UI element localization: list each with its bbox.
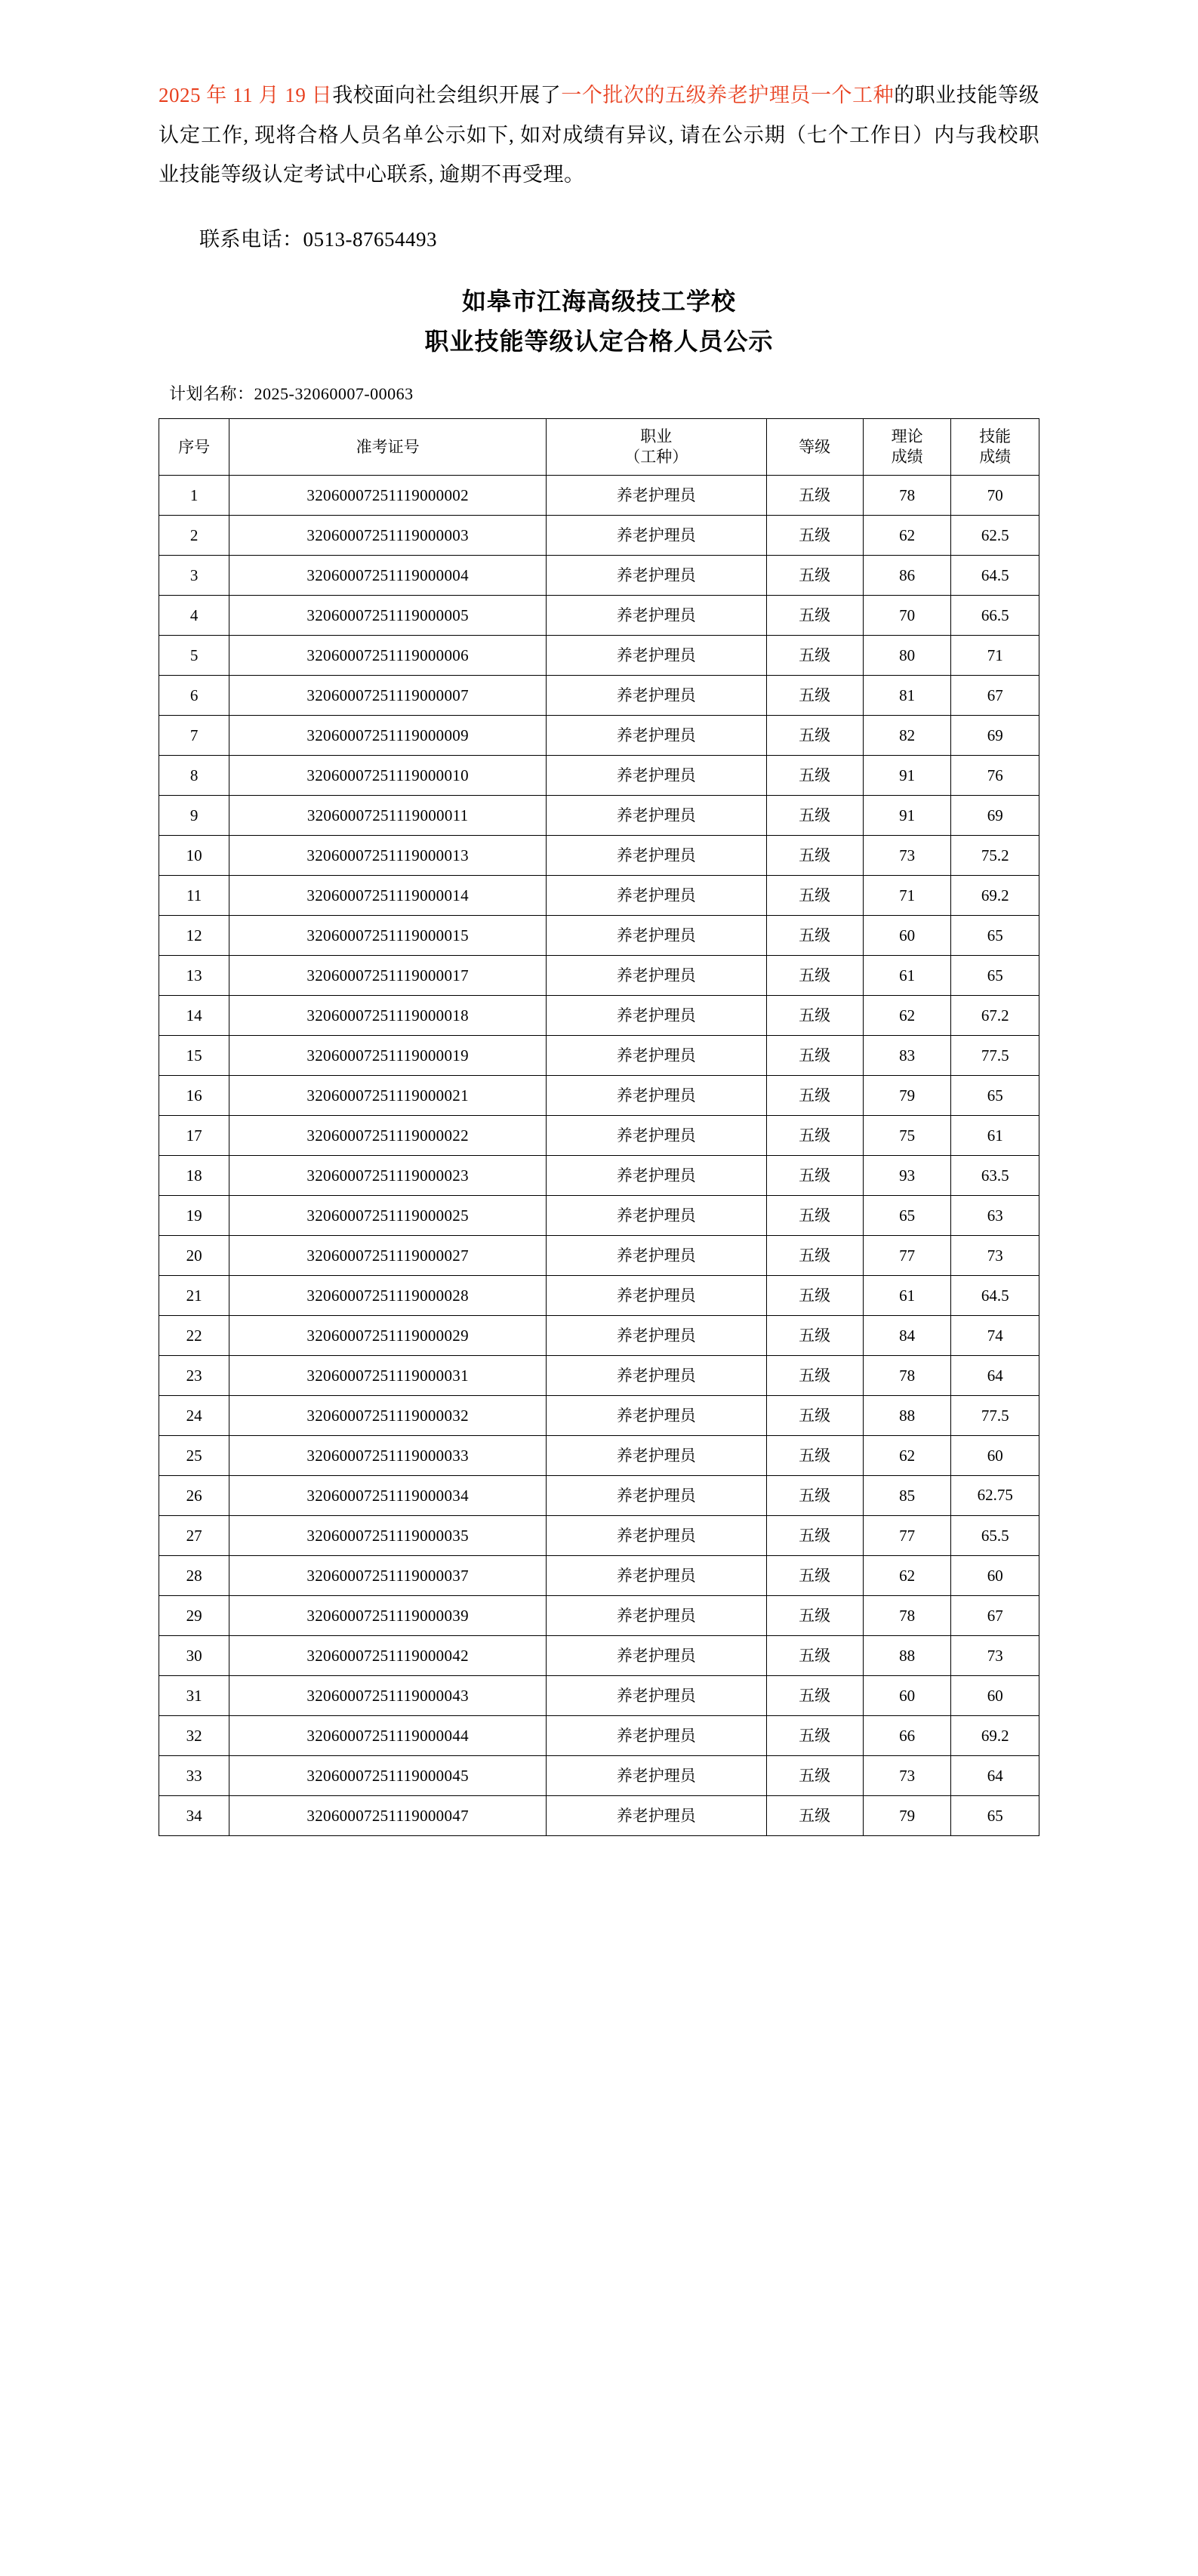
cell-skill: 77.5 — [951, 1035, 1039, 1075]
cell-occupation: 养老护理员 — [547, 635, 767, 675]
cell-theory: 78 — [863, 1595, 951, 1635]
cell-card: 32060007251119000037 — [229, 1555, 547, 1595]
table-row — [159, 1195, 1039, 1235]
cell-occupation: 养老护理员 — [547, 1195, 767, 1235]
cell-occupation: 养老护理员 — [547, 795, 767, 835]
cell-no: 14 — [159, 995, 229, 1035]
table-row — [159, 955, 1039, 995]
cell-level: 五级 — [766, 1315, 863, 1355]
cell-theory: 91 — [863, 795, 951, 835]
cell-occupation: 养老护理员 — [547, 1035, 767, 1075]
cell-no: 34 — [159, 1795, 229, 1835]
cell-theory: 73 — [863, 835, 951, 875]
cell-theory: 77 — [863, 1515, 951, 1555]
cell-no: 24 — [159, 1395, 229, 1435]
cell-no: 30 — [159, 1635, 229, 1675]
cell-no: 12 — [159, 915, 229, 955]
header-skill-line2: 成绩 — [979, 447, 1012, 466]
cell-card: 32060007251119000019 — [229, 1035, 547, 1075]
cell-card: 32060007251119000035 — [229, 1515, 547, 1555]
cell-theory: 61 — [863, 1275, 951, 1315]
table-row — [159, 675, 1039, 715]
contact-line: 联系电话：0513-87654493 — [199, 227, 437, 251]
header-level: 等级 — [766, 418, 863, 475]
cell-occupation: 养老护理员 — [547, 955, 767, 995]
cell-card: 32060007251119000006 — [229, 635, 547, 675]
cell-theory: 66 — [863, 1715, 951, 1755]
header-skill-line1: 技能 — [979, 427, 1012, 445]
cell-theory: 78 — [863, 1355, 951, 1395]
cell-card: 32060007251119000042 — [229, 1635, 547, 1675]
title-line-school: 如皋市江海高级技工学校 — [461, 288, 736, 316]
cell-no: 7 — [159, 715, 229, 755]
cell-theory: 79 — [863, 1075, 951, 1115]
cell-level: 五级 — [766, 555, 863, 595]
cell-no: 10 — [159, 835, 229, 875]
cell-skill: 63 — [951, 1195, 1039, 1235]
cell-card: 32060007251119000029 — [229, 1315, 547, 1355]
cell-occupation: 养老护理员 — [547, 1275, 767, 1315]
cell-skill-value: 62.75 — [977, 1486, 1013, 1505]
cell-card: 32060007251119000043 — [229, 1675, 547, 1715]
cell-level: 五级 — [766, 1755, 863, 1795]
cell-skill: 73 — [951, 1235, 1039, 1275]
cell-skill: 65 — [951, 1795, 1039, 1835]
cell-no: 15 — [159, 1035, 229, 1075]
table-row — [159, 1595, 1039, 1635]
cell-occupation: 养老护理员 — [547, 715, 767, 755]
cell-theory: 93 — [863, 1155, 951, 1195]
cell-level: 五级 — [766, 835, 863, 875]
cell-skill: 64.5 — [951, 555, 1039, 595]
table-row — [159, 715, 1039, 755]
cell-level: 五级 — [766, 1675, 863, 1715]
cell-theory: 85 — [863, 1475, 951, 1515]
cell-theory: 75 — [863, 1115, 951, 1155]
cell-card: 32060007251119000014 — [229, 875, 547, 915]
cell-skill: 66.5 — [951, 595, 1039, 635]
table-row — [159, 1035, 1039, 1075]
cell-skill: 64 — [951, 1355, 1039, 1395]
cell-no: 22 — [159, 1315, 229, 1355]
cell-no: 11 — [159, 875, 229, 915]
cell-theory: 88 — [863, 1395, 951, 1435]
cell-card: 32060007251119000009 — [229, 715, 547, 755]
table-row — [159, 515, 1039, 555]
cell-skill: 60 — [951, 1555, 1039, 1595]
cell-occupation: 养老护理员 — [547, 1075, 767, 1115]
cell-card: 32060007251119000028 — [229, 1275, 547, 1315]
cell-no: 19 — [159, 1195, 229, 1235]
cell-skill: 64.5 — [951, 1275, 1039, 1315]
table-row — [159, 875, 1039, 915]
cell-no: 2 — [159, 515, 229, 555]
cell-level: 五级 — [766, 995, 863, 1035]
table-row — [159, 1755, 1039, 1795]
cell-card: 32060007251119000005 — [229, 595, 547, 635]
cell-theory: 70 — [863, 595, 951, 635]
cell-theory: 81 — [863, 675, 951, 715]
cell-occupation: 养老护理员 — [547, 1635, 767, 1675]
cell-level: 五级 — [766, 1515, 863, 1555]
table-row — [159, 1795, 1039, 1835]
table-row — [159, 1355, 1039, 1395]
cell-skill: 60 — [951, 1675, 1039, 1715]
cell-theory: 80 — [863, 635, 951, 675]
cell-occupation: 养老护理员 — [547, 1555, 767, 1595]
cell-no: 13 — [159, 955, 229, 995]
cell-card: 32060007251119000011 — [229, 795, 547, 835]
cell-no: 20 — [159, 1235, 229, 1275]
cell-no: 29 — [159, 1595, 229, 1635]
cell-level: 五级 — [766, 515, 863, 555]
cell-skill: 62.5 — [951, 515, 1039, 555]
cell-skill: 74 — [951, 1315, 1039, 1355]
cell-occupation: 养老护理员 — [547, 1515, 767, 1555]
cell-no: 18 — [159, 1155, 229, 1195]
table-row — [159, 1275, 1039, 1315]
cell-card: 32060007251119000032 — [229, 1395, 547, 1435]
table-row — [159, 555, 1039, 595]
cell-occupation: 养老护理员 — [547, 1155, 767, 1195]
cell-card: 32060007251119000047 — [229, 1795, 547, 1835]
cell-level: 五级 — [766, 1115, 863, 1155]
cell-card: 32060007251119000027 — [229, 1235, 547, 1275]
cell-skill: 73 — [951, 1635, 1039, 1675]
cell-skill: 69 — [951, 795, 1039, 835]
title-line-subject: 职业技能等级认定合格人员公示 — [424, 328, 774, 356]
intro-highlight-0: 2025 年 11 月 19 日 — [159, 84, 333, 106]
cell-level: 五级 — [766, 1355, 863, 1395]
plan-value: 2025-32060007-00063 — [254, 384, 414, 403]
cell-occupation: 养老护理员 — [547, 1755, 767, 1795]
cell-occupation: 养老护理员 — [547, 1475, 767, 1515]
cell-theory: 91 — [863, 755, 951, 795]
cell-card: 32060007251119000013 — [229, 835, 547, 875]
cell-occupation: 养老护理员 — [547, 835, 767, 875]
cell-theory: 60 — [863, 915, 951, 955]
cell-occupation: 养老护理员 — [547, 515, 767, 555]
header-theory-line1: 理论 — [891, 427, 923, 445]
cell-card: 32060007251119000015 — [229, 915, 547, 955]
table-row — [159, 1515, 1039, 1555]
cell-occupation: 养老护理员 — [547, 675, 767, 715]
cell-occupation: 养老护理员 — [547, 1115, 767, 1155]
table-row — [159, 1435, 1039, 1475]
cell-level: 五级 — [766, 1075, 863, 1115]
cell-skill: 69.2 — [951, 1715, 1039, 1755]
cell-no: 28 — [159, 1555, 229, 1595]
cell-occupation: 养老护理员 — [547, 1595, 767, 1635]
cell-card: 32060007251119000022 — [229, 1115, 547, 1155]
cell-skill: 64 — [951, 1755, 1039, 1795]
cell-level: 五级 — [766, 795, 863, 835]
cell-no: 17 — [159, 1115, 229, 1155]
header-no: 序号 — [159, 418, 229, 475]
cell-level: 五级 — [766, 595, 863, 635]
cell-card: 32060007251119000002 — [229, 475, 547, 515]
qualified-personnel-table — [159, 418, 1039, 1836]
cell-skill: 61 — [951, 1115, 1039, 1155]
cell-no: 4 — [159, 595, 229, 635]
cell-theory: 61 — [863, 955, 951, 995]
table-row — [159, 1315, 1039, 1355]
cell-card: 32060007251119000003 — [229, 515, 547, 555]
cell-card: 32060007251119000025 — [229, 1195, 547, 1235]
cell-no: 8 — [159, 755, 229, 795]
header-skill — [951, 418, 1039, 475]
header-occupation-line1: 职业 — [640, 427, 673, 445]
cell-occupation: 养老护理员 — [547, 1355, 767, 1395]
cell-level: 五级 — [766, 1235, 863, 1275]
document-title — [159, 282, 1039, 362]
cell-no: 9 — [159, 795, 229, 835]
cell-level: 五级 — [766, 955, 863, 995]
intro-highlight-2: 一个批次的五级养老护理员一个工种 — [561, 84, 895, 106]
cell-card: 32060007251119000021 — [229, 1075, 547, 1115]
cell-skill — [951, 1475, 1039, 1515]
cell-theory: 71 — [863, 875, 951, 915]
cell-level: 五级 — [766, 1195, 863, 1235]
cell-theory: 88 — [863, 1635, 951, 1675]
table-row — [159, 1115, 1039, 1155]
cell-no: 26 — [159, 1475, 229, 1515]
cell-occupation: 养老护理员 — [547, 595, 767, 635]
cell-level: 五级 — [766, 1635, 863, 1675]
table-row — [159, 795, 1039, 835]
cell-card: 32060007251119000004 — [229, 555, 547, 595]
cell-skill: 65 — [951, 1075, 1039, 1115]
cell-level: 五级 — [766, 1435, 863, 1475]
cell-theory: 84 — [863, 1315, 951, 1355]
cell-card: 32060007251119000007 — [229, 675, 547, 715]
cell-theory: 62 — [863, 1435, 951, 1475]
cell-level: 五级 — [766, 1595, 863, 1635]
plan-name-line — [159, 381, 1039, 405]
cell-occupation: 养老护理员 — [547, 1395, 767, 1435]
cell-occupation: 养老护理员 — [547, 915, 767, 955]
cell-level: 五级 — [766, 1035, 863, 1075]
cell-skill: 71 — [951, 635, 1039, 675]
cell-occupation: 养老护理员 — [547, 755, 767, 795]
cell-level: 五级 — [766, 475, 863, 515]
cell-theory: 82 — [863, 715, 951, 755]
cell-level: 五级 — [766, 1155, 863, 1195]
cell-skill: 60 — [951, 1435, 1039, 1475]
cell-no: 33 — [159, 1755, 229, 1795]
cell-level: 五级 — [766, 1715, 863, 1755]
cell-no: 21 — [159, 1275, 229, 1315]
cell-card: 32060007251119000045 — [229, 1755, 547, 1795]
table-row — [159, 1715, 1039, 1755]
cell-level: 五级 — [766, 1555, 863, 1595]
cell-occupation: 养老护理员 — [547, 1435, 767, 1475]
table-row — [159, 1395, 1039, 1435]
cell-no: 31 — [159, 1675, 229, 1715]
cell-level: 五级 — [766, 1475, 863, 1515]
table-row — [159, 755, 1039, 795]
plan-label: 计划名称： — [169, 384, 254, 403]
table-row — [159, 595, 1039, 635]
cell-theory: 86 — [863, 555, 951, 595]
cell-occupation: 养老护理员 — [547, 1235, 767, 1275]
table-row — [159, 1635, 1039, 1675]
cell-theory: 78 — [863, 475, 951, 515]
intro-paragraph — [159, 75, 1039, 195]
table-row — [159, 1475, 1039, 1515]
cell-theory: 83 — [863, 1035, 951, 1075]
cell-occupation: 养老护理员 — [547, 995, 767, 1035]
table-row — [159, 635, 1039, 675]
cell-no: 3 — [159, 555, 229, 595]
table-header-row — [159, 418, 1039, 475]
cell-no: 27 — [159, 1515, 229, 1555]
cell-no: 32 — [159, 1715, 229, 1755]
table-body — [159, 475, 1039, 1835]
cell-no: 1 — [159, 475, 229, 515]
header-theory-line2: 成绩 — [891, 447, 923, 466]
cell-card: 32060007251119000034 — [229, 1475, 547, 1515]
cell-level: 五级 — [766, 875, 863, 915]
header-theory — [863, 418, 951, 475]
cell-skill: 63.5 — [951, 1155, 1039, 1195]
cell-skill: 70 — [951, 475, 1039, 515]
cell-occupation: 养老护理员 — [547, 1715, 767, 1755]
intro-text-1: 我校面向社会组织开展了 — [332, 84, 562, 106]
cell-theory: 62 — [863, 515, 951, 555]
cell-card: 32060007251119000033 — [229, 1435, 547, 1475]
cell-card: 32060007251119000039 — [229, 1595, 547, 1635]
cell-theory: 65 — [863, 1195, 951, 1235]
cell-occupation: 养老护理员 — [547, 555, 767, 595]
cell-skill: 65 — [951, 955, 1039, 995]
cell-level: 五级 — [766, 1395, 863, 1435]
cell-card: 32060007251119000031 — [229, 1355, 547, 1395]
cell-level: 五级 — [766, 715, 863, 755]
cell-occupation: 养老护理员 — [547, 475, 767, 515]
table-row — [159, 1235, 1039, 1275]
table-row — [159, 995, 1039, 1035]
cell-skill: 69 — [951, 715, 1039, 755]
cell-skill: 69.2 — [951, 875, 1039, 915]
cell-card: 32060007251119000017 — [229, 955, 547, 995]
cell-no: 6 — [159, 675, 229, 715]
cell-occupation: 养老护理员 — [547, 1675, 767, 1715]
table-row — [159, 475, 1039, 515]
cell-level: 五级 — [766, 915, 863, 955]
cell-theory: 77 — [863, 1235, 951, 1275]
intro-text-3: 的职业技能等级认定工作, 现将合格人员名单公示如下, 如对成绩有异议, 请在公示期（七个工作日）内与我校职业技能等级认定考试中心联系, 逾期不再受理。 — [159, 84, 1040, 186]
cell-card: 32060007251119000018 — [229, 995, 547, 1035]
cell-card: 32060007251119000010 — [229, 755, 547, 795]
cell-level: 五级 — [766, 675, 863, 715]
cell-level: 五级 — [766, 1795, 863, 1835]
cell-skill: 67 — [951, 1595, 1039, 1635]
cell-card: 32060007251119000023 — [229, 1155, 547, 1195]
cell-level: 五级 — [766, 755, 863, 795]
cell-skill: 75.2 — [951, 835, 1039, 875]
cell-skill: 65.5 — [951, 1515, 1039, 1555]
header-card: 准考证号 — [229, 418, 547, 475]
cell-skill: 65 — [951, 915, 1039, 955]
cell-theory: 79 — [863, 1795, 951, 1835]
cell-skill: 77.5 — [951, 1395, 1039, 1435]
cell-occupation: 养老护理员 — [547, 1795, 767, 1835]
cell-theory: 62 — [863, 1555, 951, 1595]
cell-skill: 67.2 — [951, 995, 1039, 1035]
cell-skill: 76 — [951, 755, 1039, 795]
table-row — [159, 1075, 1039, 1115]
cell-theory: 60 — [863, 1675, 951, 1715]
cell-occupation: 养老护理员 — [547, 875, 767, 915]
table-row — [159, 1675, 1039, 1715]
cell-occupation: 养老护理员 — [547, 1315, 767, 1355]
cell-level: 五级 — [766, 1275, 863, 1315]
cell-no: 23 — [159, 1355, 229, 1395]
table-row — [159, 835, 1039, 875]
table-row — [159, 1155, 1039, 1195]
cell-no: 16 — [159, 1075, 229, 1115]
cell-level: 五级 — [766, 635, 863, 675]
header-occupation — [547, 418, 767, 475]
table-row — [159, 915, 1039, 955]
cell-no: 5 — [159, 635, 229, 675]
cell-no: 25 — [159, 1435, 229, 1475]
header-occupation-line2: （工种） — [624, 447, 688, 466]
cell-skill: 67 — [951, 675, 1039, 715]
cell-theory: 73 — [863, 1755, 951, 1795]
table-row — [159, 1555, 1039, 1595]
cell-theory: 62 — [863, 995, 951, 1035]
cell-card: 32060007251119000044 — [229, 1715, 547, 1755]
